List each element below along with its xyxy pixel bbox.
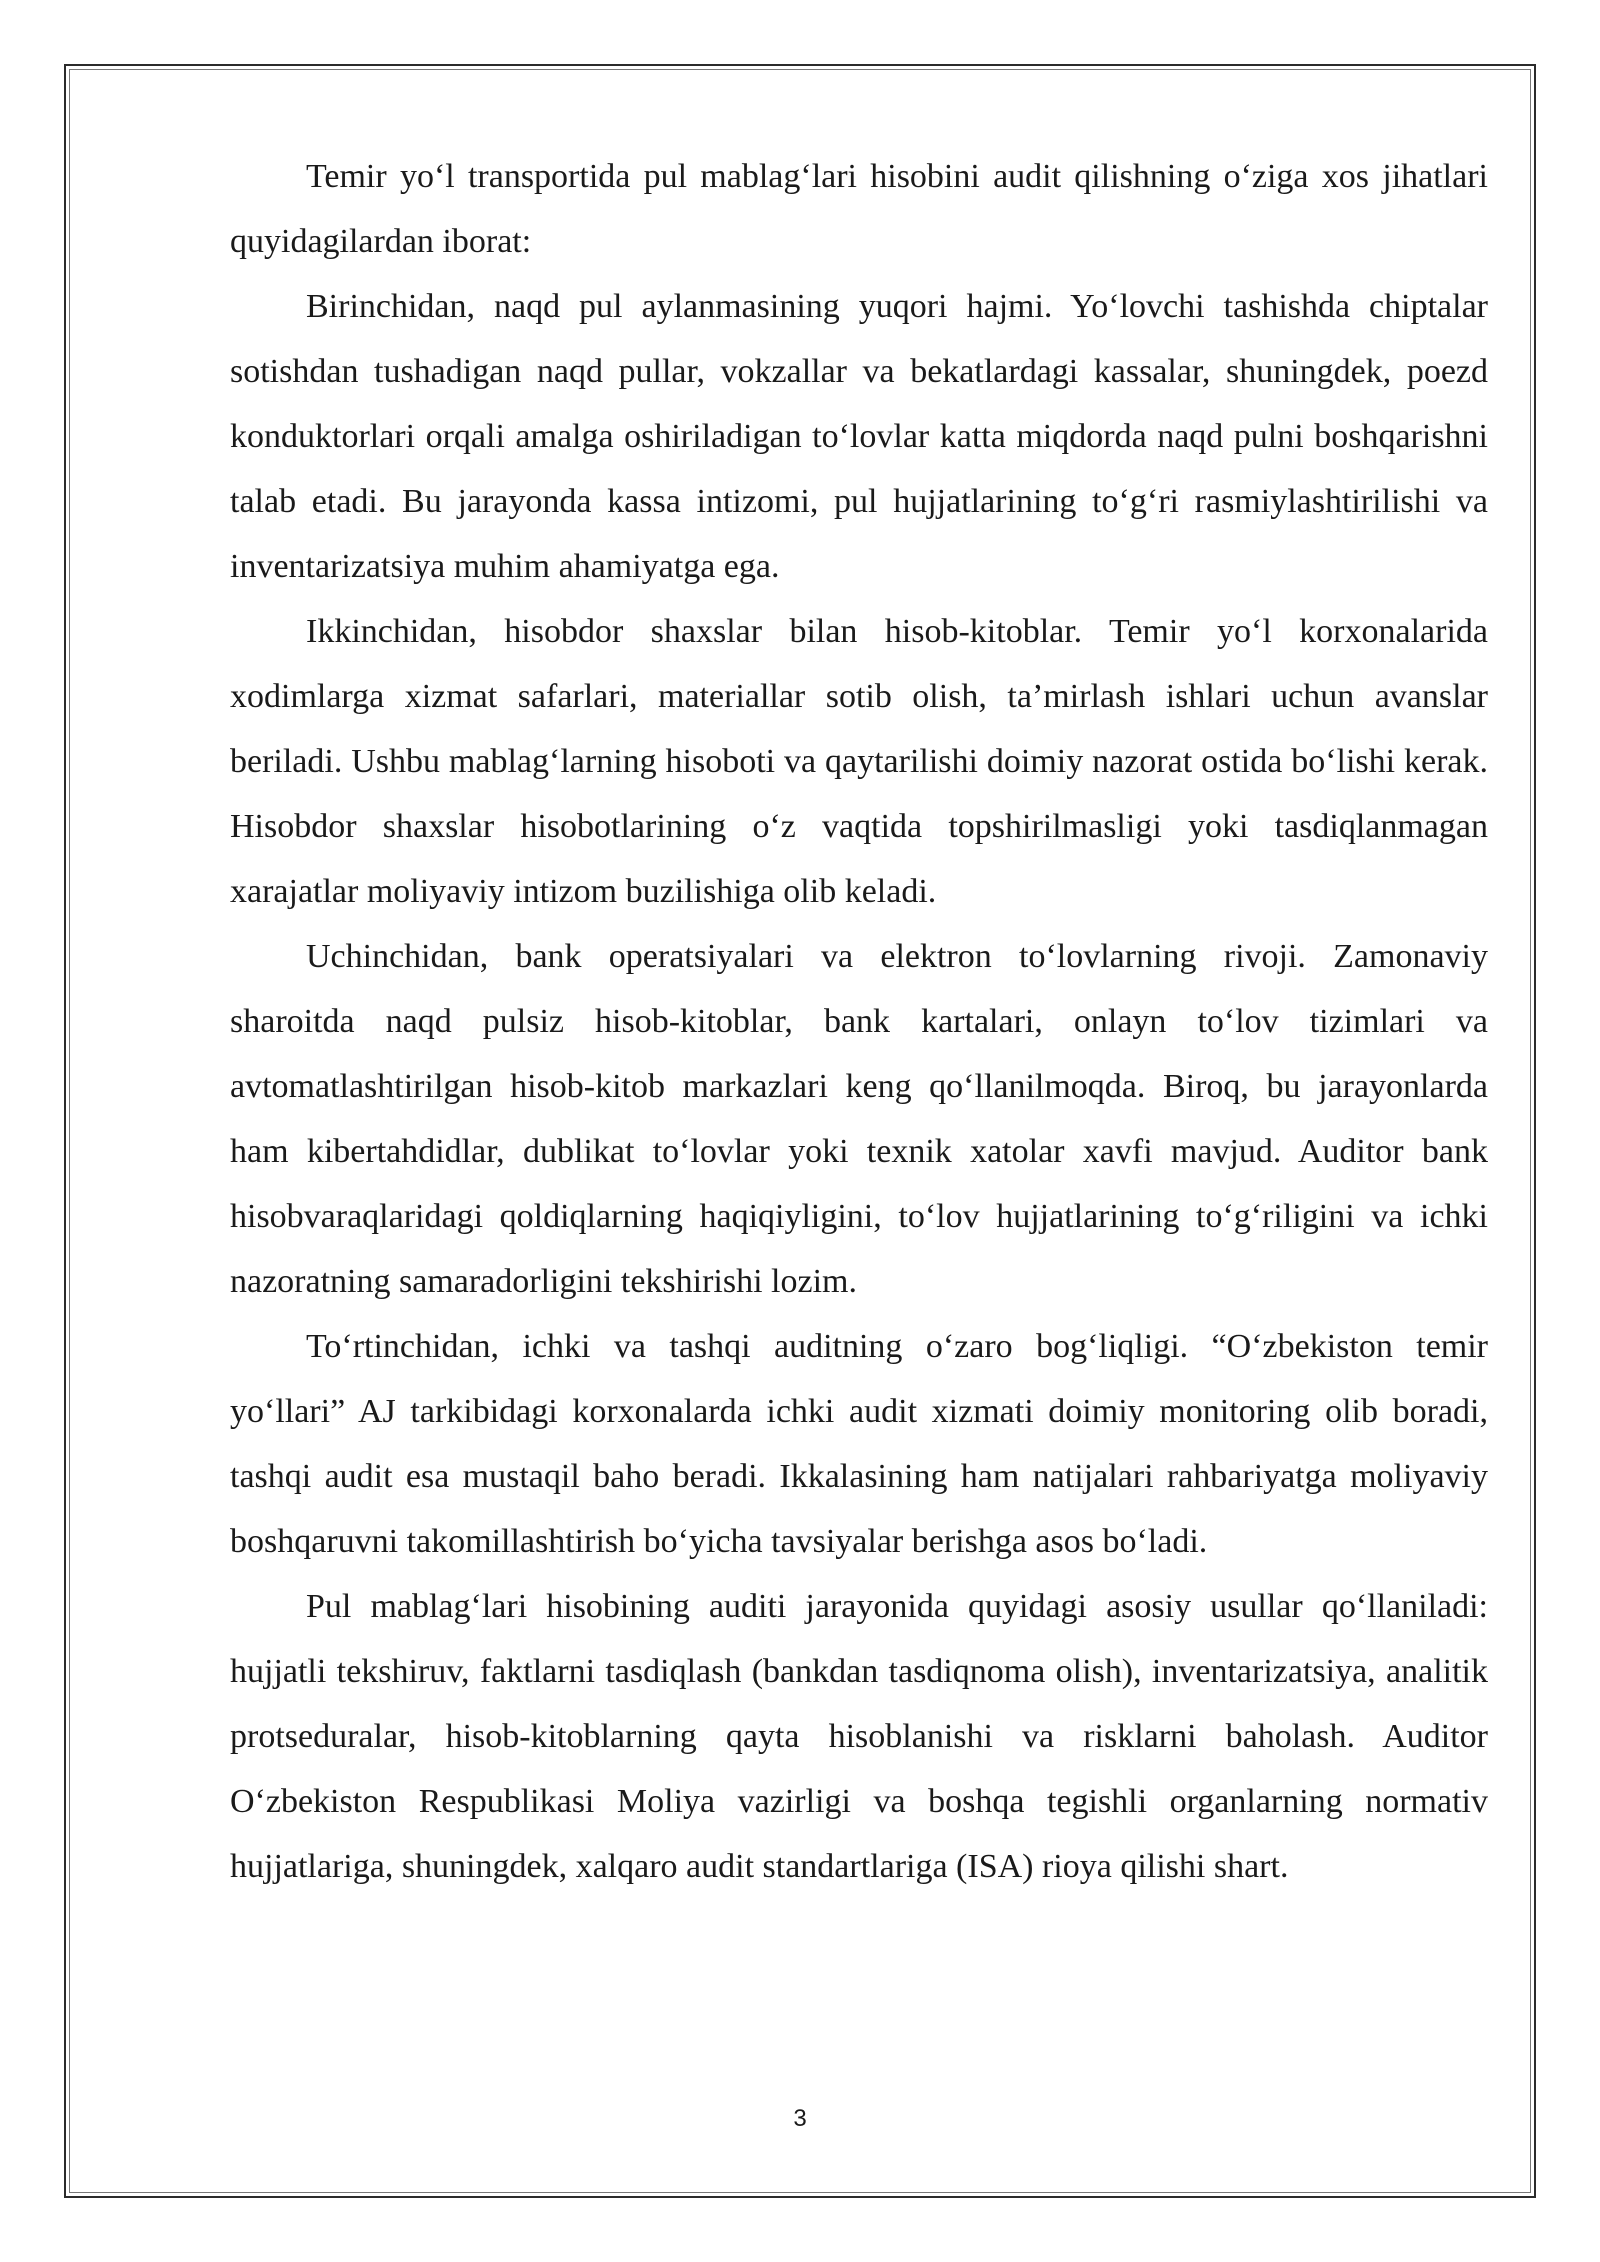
page-number: 3 xyxy=(793,2105,807,2132)
paragraph-audit-methods: Pul mablag‘lari hisobining auditi jarayonida quyidagi asosiy usullar qo‘llaniladi: hujjatli tekshiruv, faktlarni tasdiqlash (bankdan tasdiqnoma olish), inventarizatsiya, analitik protseduralar, hisob-kitoblarning qayta hisoblanishi va risklarni baholash. Auditor O‘zbekiston Respublikasi Moliya vazirligi va boshqa tegishli organlarning normativ hujjatlariga, shuningdek, xalqaro audit standartlariga (ISA) rioya qilishi shart. xyxy=(230,1588,1488,1885)
paragraph-intro: Temir yo‘l transportida pul mablag‘lari hisobini audit qilishning o‘ziga xos jihatlari quyidagilardan iborat: xyxy=(230,158,1488,260)
paragraph-fourth-point: To‘rtinchidan, ichki va tashqi auditning o‘zaro bog‘liqligi. “O‘zbekiston temir yo‘llari” AJ tarkibidagi korxonalarda ichki audit xizmati doimiy monitoring olib boradi, tashqi audit esa mustaqil baho beradi. Ikkalasining ham natijalari rahbariyatga moliyaviy boshqaruvni takomillashtirish bo‘yicha tavsiyalar berishga asos bo‘ladi. xyxy=(230,1328,1488,1560)
paragraph-third-point: Uchinchidan, bank operatsiyalari va elektron to‘lovlarning rivoji. Zamonaviy sharoitda naqd pulsiz hisob-kitoblar, bank kartalari, onlayn to‘lov tizimlari va avtomatlashtirilgan hisob-kitob markazlari keng qo‘llanilmoqda. Biroq, bu jarayonlarda ham kibertahdidlar, dublikat to‘lovlar yoki texnik xatolar xavfi mavjud. Auditor bank hisobvaraqlaridagi qoldiqlarning haqiqiyligini, to‘lov hujjatlarining to‘g‘riligini va ichki nazoratning samaradorligini tekshirishi lozim. xyxy=(230,938,1488,1300)
document-body xyxy=(230,144,1488,1899)
paragraph-second-point: Ikkinchidan, hisobdor shaxslar bilan hisob-kitoblar. Temir yo‘l korxonalarida xodimlarga xizmat safarlari, materiallar sotib olish, ta’mirlash ishlari uchun avanslar beriladi. Ushbu mablag‘larning hisoboti va qaytarilishi doimiy nazorat ostida bo‘lishi kerak. Hisobdor shaxslar hisobotlarining o‘z vaqtida topshirilmasligi yoki tasdiqlanmagan xarajatlar moliyaviy intizom buzilishiga olib keladi. xyxy=(230,613,1488,910)
paragraph-first-point: Birinchidan, naqd pul aylanmasining yuqori hajmi. Yo‘lovchi tashishda chiptalar sotishdan tushadigan naqd pullar, vokzallar va bekatlardagi kassalar, shuningdek, poezd konduktorlari orqali amalga oshiriladigan to‘lovlar katta miqdorda naqd pulni boshqarishni talab etadi. Bu jarayonda kassa intizomi, pul hujjatlarining to‘g‘ri rasmiylashtirilishi va inventarizatsiya muhim ahamiyatga ega. xyxy=(230,288,1488,585)
